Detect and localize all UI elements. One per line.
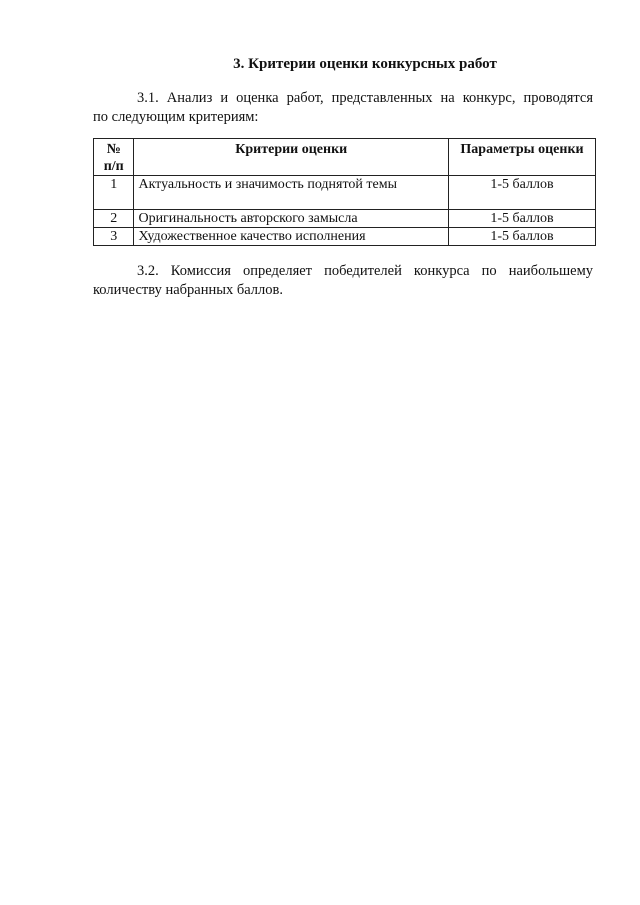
paragraph-3-2-line-1: 3.2. Комиссия определяет победителей конкурса по наибольшему bbox=[137, 263, 593, 279]
header-number-line-1: № bbox=[106, 142, 121, 157]
row-param: 1-5 баллов bbox=[448, 210, 595, 228]
header-number bbox=[94, 139, 134, 176]
paragraph-3-1-line-2: по следующим критериям: bbox=[93, 109, 259, 125]
header-number-line-2: п/п bbox=[103, 159, 124, 174]
table-header-row bbox=[94, 139, 596, 176]
row-criterion: Актуальность и значимость поднятой темы bbox=[134, 176, 449, 210]
row-number: 3 bbox=[94, 228, 134, 246]
table-row bbox=[94, 210, 596, 228]
criteria-table bbox=[93, 138, 596, 246]
header-params: Параметры оценки bbox=[448, 139, 595, 176]
paragraph-3-1-line-1: 3.1. Анализ и оценка работ, представленных на конкурс, проводятся bbox=[137, 90, 593, 106]
paragraph-3-2-line-2: количеству набранных баллов. bbox=[93, 282, 283, 298]
section-heading: 3. Критерии оценки конкурсных работ bbox=[233, 56, 497, 72]
row-number: 1 bbox=[94, 176, 134, 210]
paragraph-3-2 bbox=[93, 262, 593, 300]
row-param: 1-5 баллов bbox=[448, 176, 595, 210]
row-criterion: Художественное качество исполнения bbox=[134, 228, 449, 246]
row-param: 1-5 баллов bbox=[448, 228, 595, 246]
header-criteria: Критерии оценки bbox=[134, 139, 449, 176]
paragraph-3-1 bbox=[93, 89, 593, 127]
row-criterion: Оригинальность авторского замысла bbox=[134, 210, 449, 228]
table-row bbox=[94, 176, 596, 210]
table-row bbox=[94, 228, 596, 246]
row-number: 2 bbox=[94, 210, 134, 228]
